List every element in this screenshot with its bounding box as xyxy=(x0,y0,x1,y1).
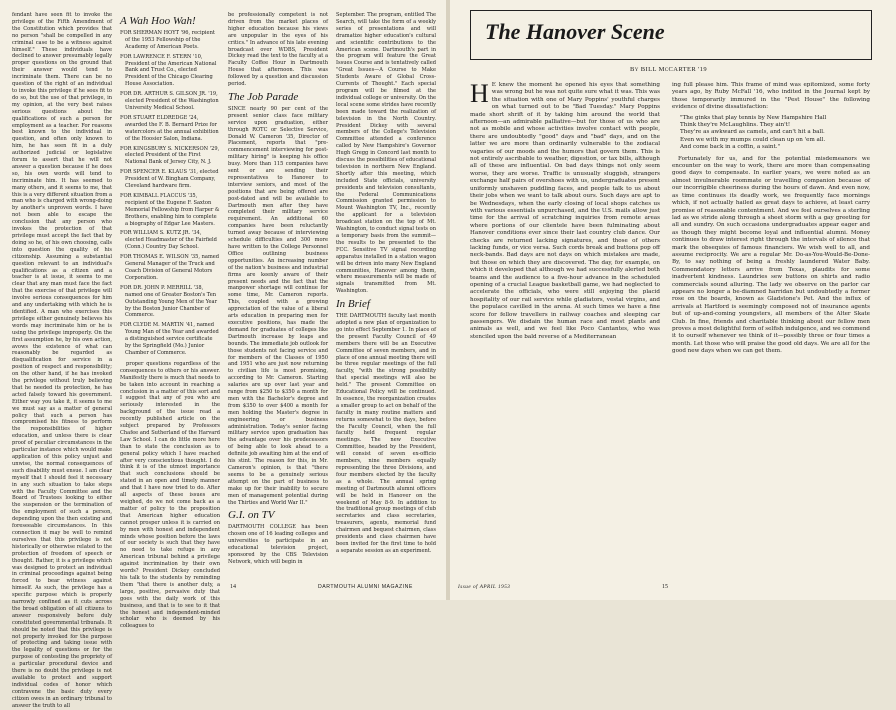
page-number-right: 15 xyxy=(662,584,668,590)
wah-hoo-wah-item: FOR WILLIAM S. KUTZ JR. '34, elected Headmaster of the Fairfield (Conn.) Country Day School. xyxy=(120,230,217,251)
poem-line: And come back in a coffin, a saint." xyxy=(680,144,781,151)
in-brief-text: THE DARTMOUTH faculty last month adopted a new plan of organization to go into effect September 1. In place of the present Faculty Council of 49 members there will be an Executive Committee of seven members, and in place of one annual meeting there will be three regular meetings of the full faculty, "with the strong possibility that special meetings will also be held." The present Committee on Educational Policy will be continued. In essence, the reorganization creates a smaller group to act on behalf of the faculty in many routine matters and returns somewhat to the days, before the Faculty Council, when the full faculty held frequent regular meetings. The new Executive Committee, headed by the President, will consist of seven ex-officio members, nine members equally representing the three Divisions, and four members elected by the faculty as a whole. The annual spring meeting of Dartmouth alumni officers will be held in Hanover on the weekend of May 8-9. In addition to the traditional group meetings of club secretaries and class secretaries, treasurers, agents, memorial fund chairmen and bequest chairmen, class presidents and class chairmen have been invited for the first time to hold a separate session as an experiment. xyxy=(336,313,436,554)
in-brief-heading: In Brief xyxy=(336,298,370,311)
job-parade-text: SINCE nearly 90 per cent of the present senior class face military service upon graduation, either through ROTC or Selective Service, Donald W. Cameron '35, Director of Placement, reports that "pre-commencement interviewing for post-military hiring" is keeping his office busy. More than 115 companies have sent or are sending their representatives to Hanover to interview seniors, and most of the positions that are being offered are post-dated and will be available to Dartmouth men after they have completed their military service requirement. An additional 60 companies have been reluctantly turned away because of interviewing schedule difficulties and 300 more have written to the College Personnel Office outlining business opportunities. An increasing number of the nation's business and industrial firms are keenly aware of their present needs and the fact that the manpower shortage will continue for some time, Mr. Cameron reports. This, coupled with a growing appreciation of the value of a liberal arts education in preparing men for executive positions, has made the demand for graduates of colleges like Dartmouth increase by leaps and bounds. The immediate job outlook for those students not facing service and for members of the Classes of 1950 and 1951 who are just now returning to civilian life is most promising, according to Mr. Cameron. Starting salaries are up over last year and range from $250 to $350 a month for men with the Bachelor's degree and from $350 to over $400 a month for men holding the Master's degree in engineering or business administration. Today's senior facing military service upon graduation has the advantage over his predecessors of being able to look ahead to a definite job awaiting him at the end of his stint. The reason for this, in Mr. Cameron's opinion, is that "there seems to be a genuinely serious attempt on the part of business to make up for their inability to secure men of management potential during the Thirties and World War II." xyxy=(228,105,328,506)
gi-on-tv-heading: G.I. on TV xyxy=(228,509,275,522)
left-col-4-text: September. The program, entitled The Search, will take the form of a weekly series of presentations and will dramatize higher education's cultural and scientific contributions to the American scene. Dartmouth's part in the program will feature the Great Issues Course and is tentatively called "Great Issues—A Course to Make Students Aware of Global Cross-Currents of Thought." Each special program will be filmed at the individual college or university. On the local scene some strides have recently been made toward the realization of television in the North Country. President Dickey with several members of the College's Television Committee attended a conference called by New Hampshire's Governor Hugh Gregg in Concord last month to discuss the possibilities of educational television in northern New England. Shortly after this meeting, which included State officials, university presidents and television consultants, the Federal Communications Commission granted permission to Mount Washington TV, Inc., recently the applicant for a television broadcast station on the top of Mt. Washington, to conduct signal tests on a temporary basis from the summit—the results to be presented to the FCC. Sensitive TV signal recording apparatus installed in a station wagon will be driven into many New England communities, Hanover among them, where measurements will be made of signals transmitted from Mt. Washington. xyxy=(336,12,437,295)
drop-cap: H xyxy=(470,79,489,108)
poem-line: They're as awkward as camels, and can't hit a ball. xyxy=(680,129,825,136)
wah-hoo-wah-item: FOR SHERMAN HOYT '96, recipient of the 1953 Fellowship of the Academy of American Poets. xyxy=(120,29,215,50)
left-col-1-text: fendant have seen fit to invoke the privilege of the Fifth Amendment of the Constitution which provides that no person "shall be compelled in any criminal case to be a witness against himself." These individuals have declined to answer presumably legally proper questions on the ground that their answer would tend to incriminate them. There can be no question of the right of an individual to invoke this privilege if he sees fit to do so, but the use of that privilege, in my opinion, at the very best raises serious questions about the qualifications of such a person for employment as a teacher. For reasons best known to the individual in question, and often only known to him, he has seen fit in a duly authorized judicial or legislative forum to assert that he will not answer a question because if he does so, his own words will tend to incriminate him. It has seemed to many others, and it seems to me, that this is a very different situation from a man who is charged with wrong-doing by another's unproven words. I have not been able to escape the conclusion that any person who invokes the protection of that privilege must accept the fact that by doing so he, of his own choosing, calls into question the quality of his citizenship. Assuming a substantial question relevant to an individual's qualifications as a citizen and a teacher is at issue, it seems to me clear that any man must face the fact that the exercise of that privilege will involve serious consequences for him and any undertaking with which he is identified. A man who exercises this privilege either genuinely believes his words may incriminate him or he is using the privilege improperly. On the first assumption he, by his own action, avows the existence of what can reasonably be regarded as disqualification for service in a position of respect and responsibility; on the other hand, if he has invoked the privilege without truly believing that he needed its protection, he has acted falsely toward his government. Either way you take it, it seems to me we must say as a matter of general policy that such a person has compromised his fitness to perform the responsibilities of higher education, and unless there is clear proof of peculiar circumstances in the particular instance which would make application of this policy unjust and unwise, the normal consequences of such disability must ensue. I am clear myself that I should feel it necessary in any such situation to take steps with the Faculty Committee and the Board of Trustees looking to either the suspension or the termination of the employment of such a person, depending upon the then existing and foreseeable circumstances. In this connection it may be well to remind ourselves that this privilege is not historically or otherwise related to the protection of freedom of speech or thought. Rather, it is a privilege which was designed to protect an individual in criminal proceedings against being forced to bear witness against himself. As such, the privilege has a specific purpose which is properly narrowly confined as it cuts across the broad obligation of all citizens to answer responsively before duly constituted governmental tribunals. It should be noted that this privilege is not properly invoked for the purpose of protecting and taking issue with the legality of questions or for the purpose of contesting the propriety of a particular procedural device and there is no doubt the privilege is not available to protect and support individual codes of honor which contravene the basic duty every citizen owes in an ordinary tribunal to answer the truth to all xyxy=(12,12,112,709)
wah-hoo-wah-item: FOR STUART ELDREDGE '24, awarded the F. B. Bernard Prize for watercolors at the annual exhibition of the Hoosier Salon, Indiana. xyxy=(120,114,219,142)
poem xyxy=(680,115,870,152)
wah-hoo-wah-item: FOR DR. ARTHUR S. GILSON JR. '19, elected President of the Washington University Medical School. xyxy=(120,91,219,111)
right-col-1-text: E knew the moment he opened his eyes that something was wrong but he was not quite sure what it was. This was the situation with one of Mary Poppins' youthful charges on what turned out to be "Bad Tuesday." Mary Poppins made short shrift of it by taking him around the world that afternoon—an admirable palliative—but for those of us who are not as mobile and whose activities involve contact with people, there are undoubtedly "good" days and "bad" days, and on the latter we are more than ordinarily vulnerable to the zodiacal vagaries of our moods and the humors that govern them. This is not entirely ascribable to weather, digestion, or tax bills, although all of these are influential. On bad days things not only seem worse, they are worse. Traffic is unusually sluggish, strangers exchange half pairs of overshoes with us, undergraduates present uniformly unshaven puddling faces, and people talk to us about their jobs when we want to talk about ours. Such days are apt to be Wednesdays, when the early closing of local shops catches us with various essentials unpurchased, and the U.S. mails allow just time for the arrival of scratching inquiries from remote areas where portions of our clientele have been fulminating about Hanover conditions ever since their last country club dance. Our checks are returned lacking signatures, and those of others lacking funds, or vice versa. Such cords break and buttons pop off neck-bands. Bad days are not days on which mistakes are made, but those on which they are discovered. The day, for example, on which it developed that although we had successfully alerted both teams and the audience to a five-hour advance in the scheduled opening of a crucial League basketball game, we had neglected to accelerate the officials, who were still enjoying the placid hospitality of our rail service while gladiators, vestal virgins, and the populace cavilled in the arena. At such times we have a fine score for fellow travellers in railway coaches and sleeping car passengers. We disdain the human race and most plants and animals as well, and we feel like Poco Cantantes, who was stenciled upon the bald reverse of a Mediterranean xyxy=(470,82,660,340)
wah-hoo-wah-list xyxy=(120,30,220,357)
poem-line: "The ginks that play tennis by New Hampshire Hall xyxy=(680,114,827,121)
left-col-3 xyxy=(228,12,328,572)
right-col-1 xyxy=(470,79,660,572)
wah-hoo-wah-item: FOR SPENCER E. KLAUS '31, elected President of W. Bingham Company, Cleveland hardware firm. xyxy=(120,169,219,190)
page-number-left: 14 xyxy=(230,584,236,590)
left-page xyxy=(0,0,446,709)
wah-hoo-wah-item: FOR THOMAS E. WILSON '35, named General Manager of the Truck and Coach Division of General Motors Corporation. xyxy=(120,254,220,281)
hanover-scene-title-box xyxy=(470,10,872,60)
left-col-2 xyxy=(120,12,220,630)
right-page xyxy=(450,0,896,600)
right-col-2-text-a: ing full please him. This frame of mind was epitomized, some forty years ago, by Ruby McFall '16, who indited in the Journal kept by those temporarily immured in the "Pest House" the following evidence of divine dissatisfaction: xyxy=(672,82,870,111)
right-col-2-text-b: Fortunately for us, and for the potential misdemeanors we encounter on the way to work, there are more than compensating good days to compensate. In earlier years, we were noted as an almost invulnerable roommate or travelling companion because of our incorrigible cheeriness during the hours of dawn. And even now, as time continues its deadly work, we frequently face mornings which, if not actually hailed as great days to achieve, at least carry promise of reasonable contentment. And we feel ourselves a sterling lad as we stride along through a sheet storm with a gay greeting for all and sundry. On such occasions undergraduates appear eager and as though they might become loyal and influential alumni. Money continues to draw interest right through the intervals of silence that mark the obsequies of famous financiers. We wish well to all, and assume reciprocity. We are a regular Mr. Do-as-You-Would-Be-Done-By, to say nothing of being a freshly laundered Water Baby. Commendatory letters arrive from Texas, plaudits for some inadvertent kindness. Laundries sew buttons on shirts and radio commercials sound alluring. The lady we observe on the parlor car appears no longer a be-diamned harridan but undoubtedly a former rose on the boards, known as Gladstone's Pet. And the influx of arrivals at Hartford is seemingly composed not of insurance agents but of up-and-coming youngsters, all members of the Alter Skate Club. In fine, friends and charitable thinking about our fellow men proves a most delightful form of selfish indulgence, and we commend it to ourself whenever we think of it—possibly three or four times a month. Let those who will praise the good old days. We are all for the good new days when we can get them. xyxy=(672,155,870,355)
poem-line: Even we with my mumps could clean up on 'em all. xyxy=(680,136,826,143)
left-col-4 xyxy=(336,12,436,572)
wah-hoo-wah-item: FOR CLYDE M. MARTIN '41, named Young Man of the Year and awarded a distinguished service certificate by the Springfield (Mo.) Junior Chamber of Commerce. xyxy=(120,322,219,356)
hanover-scene-title: The Hanover Scene xyxy=(485,19,665,44)
wah-hoo-wah-heading: A Wah Hoo Wah! xyxy=(120,15,196,27)
wah-hoo-wah-item: FOR LAWRENCE F. STERN '10, President of the American National Bank and Trust Co., elected President of the Chicago Clearing House Association. xyxy=(120,53,217,88)
footer-issue: Issue of APRIL 1953 xyxy=(458,584,511,590)
right-col-2 xyxy=(672,82,870,572)
gi-on-tv-text: DARTMOUTH COLLEGE has been chosen one of 16 leading colleges and universities to participate in an educational television project, sponsored by the CBS Television Network, which will begin in xyxy=(228,524,328,565)
left-col-2-text: proper questions regardless of the consequences to others or his answer. Manifestly there is much that needs to be taken into account in reaching a conclusion in a matter of this sort and I suggest that any of you who are seriously interested in the background of the issue read a recently published article on the subject prepared by Professors Chafee and Sutherland of the Harvard Law School. I can do little more here than to state the conclusion as to general policy which I have reached after very conscientious thought. I do think it is of the utmost importance that such conclusions should be stated in an open and timely manner and that I have now tried to do. After all aspects of these issues are weighed, do we not come back as a matter of policy to the proposition that American higher education cannot prosper unless it is carried on by men with honest and independent minds whose position before the laws of our society is such that they have no need to take refuge in any American tribunal behind a privilege against incrimination by their own words? President Dickey concluded his talk to the students by reminding them "that there is another duty, a large, positive, pervasive duty that goes with the daily work of this business, and that is to see to it that the honest and independent-minded scholar who is deemed by his colleagues to xyxy=(120,360,220,630)
left-col-3-text: be professionally competent is not driven from the market places of higher education because his views are unpopular in the eyes of his critics." In advance of his late evening broadcast over WDBS, President Dickey read the text to the faculty at a Faculty Coffee Hour in Dartmouth House that afternoon. This was followed by a question and discussion period. xyxy=(228,12,328,88)
left-col-1 xyxy=(12,12,112,709)
wah-hoo-wah-item: FOR KIMBALL FLACCUS '35, recipient of the Eugene F. Saxton Memorial Fellowship from Harper & Brothers, enabling him to complete a biography of Edgar Lee Masters. xyxy=(120,192,220,227)
wah-hoo-wah-item: FOR KINGSBURY S. NICKERSON '29, elected President of the First National Bank of Jersey City, N. J. xyxy=(120,145,220,166)
wah-hoo-wah-item: FOR DR. JOHN P. MERRILL '38, named one of Greater Boston's Ten Outstanding Young Men of the Year by the Boston Junior Chamber of Commerce. xyxy=(120,284,218,319)
poem-line: Think they're McLaughlins. They ain't! xyxy=(680,122,791,129)
byline: By BILL McCARTER '19 xyxy=(630,66,708,73)
footer-magazine-title: DARTMOUTH ALUMNI MAGAZINE xyxy=(318,584,413,590)
job-parade-heading: The Job Parade xyxy=(228,90,299,103)
